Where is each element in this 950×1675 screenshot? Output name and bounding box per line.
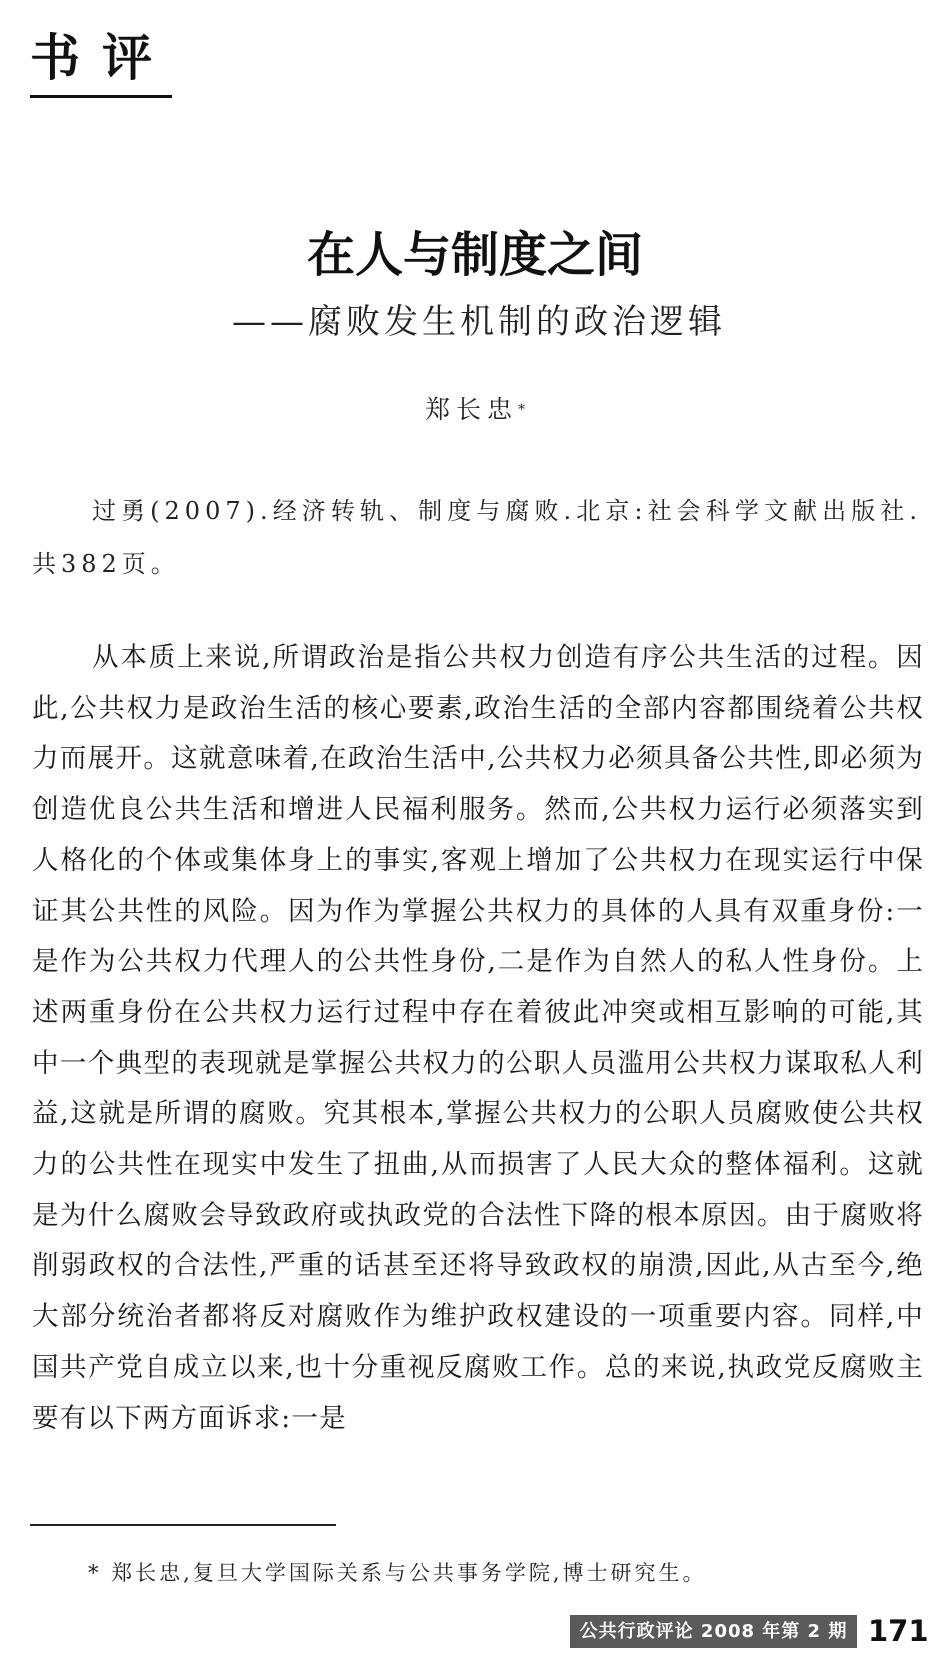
author-line [0,393,950,427]
journal-banner: 公共行政评论 2008 年第 2 期 [570,1615,857,1648]
author-footnote-mark: * [518,402,525,418]
body-paragraph: 从本质上来说,所谓政治是指公共权力创造有序公共生活的过程。因此,公共权力是政治生活的核心要素,政治生活的全部内容都围绕着公共权力而展开。这就意味着,在政治生活中,公共权力必须具备公共性,即必须为创造优良公共生活和增进人民福利服务。然而,公共权力运行必须落实到人格化的个体或集体身上的事实,客观上增加了公共权力在现实运行中保证其公共性的风险。因为作为掌握公共权力的具体的人具有双重身份:一是作为公共权力代理人的公共性身份,二是作为自然人的私人性身份。上述两重身份在公共权力运行过程中存在着彼此冲突或相互影响的可能,其中一个典型的表现就是掌握公共权力的公职人员滥用公共权力谋取私人利益,这就是所谓的腐败。究其根本,掌握公共权力的公职人员腐败使公共权力的公共性在现实中发生了扭曲,从而损害了人民大众的整体福利。这就是为什么腐败会导致政府或执政党的合法性下降的根本原因。由于腐败将削弱政权的合法性,严重的话甚至还将导致政权的崩溃,因此,从古至今,绝大部分统治者都将反对腐败作为维护政权建设的一项重要内容。同样,中国共产党自成立以来,也十分重视反腐败工作。总的来说,执政党反腐败主要有以下两方面诉求:一是 [32,642,924,1434]
section-label: 书评 [30,29,174,87]
section-label-underline [30,95,172,98]
footnote: * 郑长忠,复旦大学国际关系与公共事务学院,博士研究生。 [88,1561,707,1585]
article-title: 在人与制度之间 [306,227,643,283]
footnote-divider [30,1524,336,1526]
author-name: 郑长忠 [424,395,518,424]
book-citation: 过勇(2007).经济转轨、制度与腐败.北京:社会科学文献出版社.共382页。 [32,497,922,578]
article-subtitle: ——腐败发生机制的政治逻辑 [232,302,726,342]
page-number: 171 [868,1614,929,1648]
